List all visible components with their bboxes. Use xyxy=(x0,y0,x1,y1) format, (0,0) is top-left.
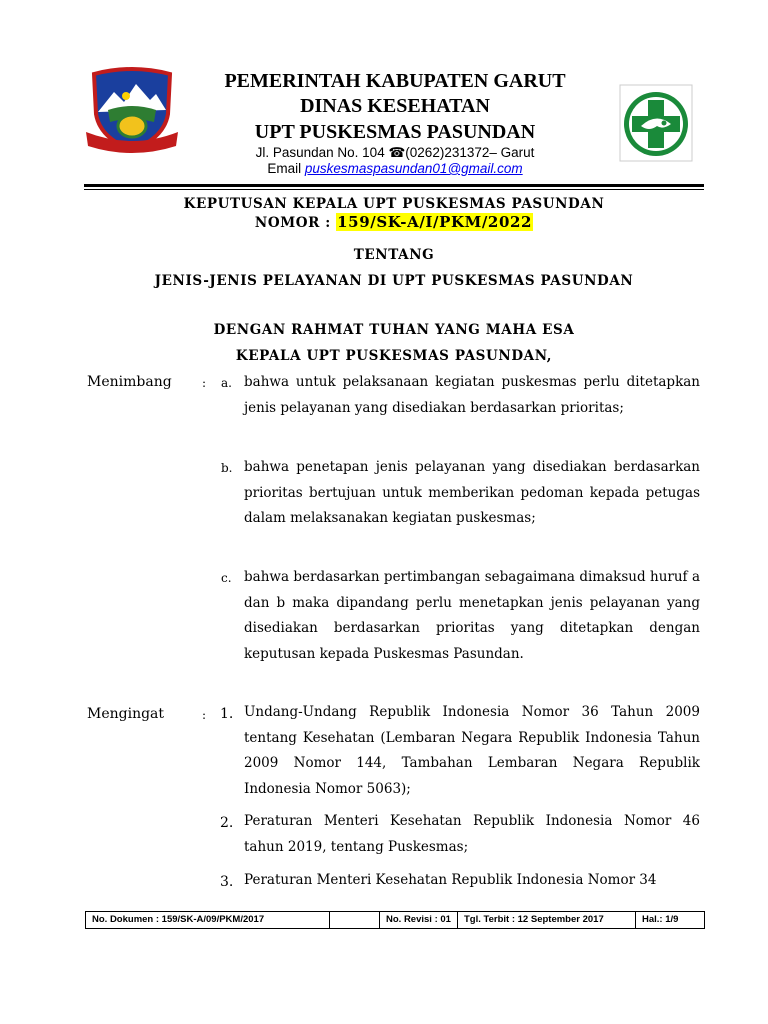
menimbang-label: Menimbang xyxy=(87,374,172,390)
mengingat-item-text: Peraturan Menteri Kesehatan Republik Indonesia Nomor 34 xyxy=(244,872,657,888)
email-label: Email xyxy=(267,161,302,176)
mengingat-item-number: 1. xyxy=(220,706,234,722)
kop-divider xyxy=(84,184,704,187)
menimbang-item-marker: a. xyxy=(221,376,232,390)
footer-page: Hal.: 1/9 xyxy=(642,914,679,925)
menimbang-item-text: bahwa untuk pelaksanaan kegiatan puskesmas perlu ditetapkan jenis pelayanan yang disediakan berdasarkan prioritas; xyxy=(244,374,700,416)
decree-number xyxy=(84,215,704,231)
footer-document-number: No. Dokumen : 159/SK-A/09/PKM/2017 xyxy=(86,912,330,928)
document-footer-table xyxy=(85,911,705,929)
menimbang-item-marker: b. xyxy=(221,461,233,475)
menimbang-colon: : xyxy=(202,376,207,390)
mengingat-item-text: Peraturan Menteri Kesehatan Republik Indonesia Nomor 46 tahun 2019, tentang Puskesmas; xyxy=(244,813,700,855)
kepala-heading: KEPALA UPT PUSKESMAS PASUNDAN, xyxy=(235,348,553,364)
menimbang-item-text: bahwa berdasarkan pertimbangan sebagaimana dimaksud huruf a dan b maka dipandang perlu menetapkan jenis pelayanan yang disediakan berdasarkan prioritas yang ditetapkan dengan keputusan kepada Puskesmas Pasundan. xyxy=(244,569,700,662)
decree-title: KEPUTUSAN KEPALA UPT PUSKESMAS PASUNDAN xyxy=(183,196,605,212)
puskesmas-cross-icon xyxy=(619,84,693,162)
mengingat-item-text: Undang-Undang Republik Indonesia Nomor 36 Tahun 2009 tentang Kesehatan (Lembaran Negara Republik Indonesia Tahun 2009 Nomor 144, Tambahan Lembaran Negara Republik Indonesia Nomor 5063); xyxy=(244,704,700,797)
tentang-heading: TENTANG xyxy=(353,247,435,263)
decree-subject: JENIS-JENIS PELAYANAN DI UPT PUSKESMAS PASUNDAN xyxy=(154,273,634,289)
mengingat-colon: : xyxy=(202,708,207,722)
address-text: Jl. Pasundan No. 104 xyxy=(255,145,385,160)
phone-icon: ☎ xyxy=(388,145,406,160)
nomor-value: 159/SK-A/I/PKM/2022 xyxy=(337,213,533,231)
phone-text: (0262)231372– Garut xyxy=(405,145,535,160)
footer-issue-date: Tgl. Terbit : 12 September 2017 xyxy=(458,912,636,928)
kop-line-1: PEMERINTAH KABUPATEN GARUT xyxy=(224,70,566,92)
garut-regency-crest-icon xyxy=(84,66,180,156)
footer-spacer-cell xyxy=(330,912,380,928)
kop-line-2: DINAS KESEHATAN xyxy=(300,95,490,117)
kop-address-line xyxy=(200,146,590,160)
mengingat-item-number: 2. xyxy=(220,815,234,831)
kop-line-3: UPT PUSKESMAS PASUNDAN xyxy=(254,121,536,143)
kop-email-line xyxy=(200,162,590,176)
garut-crest-logo xyxy=(84,66,180,156)
footer-revision: No. Revisi : 01 xyxy=(380,912,458,928)
puskesmas-logo xyxy=(619,84,693,162)
menimbang-item-marker: c. xyxy=(221,571,232,585)
email-link[interactable]: puskesmaspasundan01@gmail.com xyxy=(304,161,523,176)
mengingat-label: Mengingat xyxy=(87,706,165,722)
menimbang-item-text: bahwa penetapan jenis pelayanan yang disediakan berdasarkan prioritas bertujuan untuk memberikan pedoman kepada petugas dalam melaksanakan kegiatan puskesmas; xyxy=(244,459,700,526)
rahmat-heading: DENGAN RAHMAT TUHAN YANG MAHA ESA xyxy=(213,322,575,338)
mengingat-item-number: 3. xyxy=(220,874,234,890)
kop-divider-thin xyxy=(84,189,704,190)
nomor-label: NOMOR : xyxy=(254,215,331,231)
